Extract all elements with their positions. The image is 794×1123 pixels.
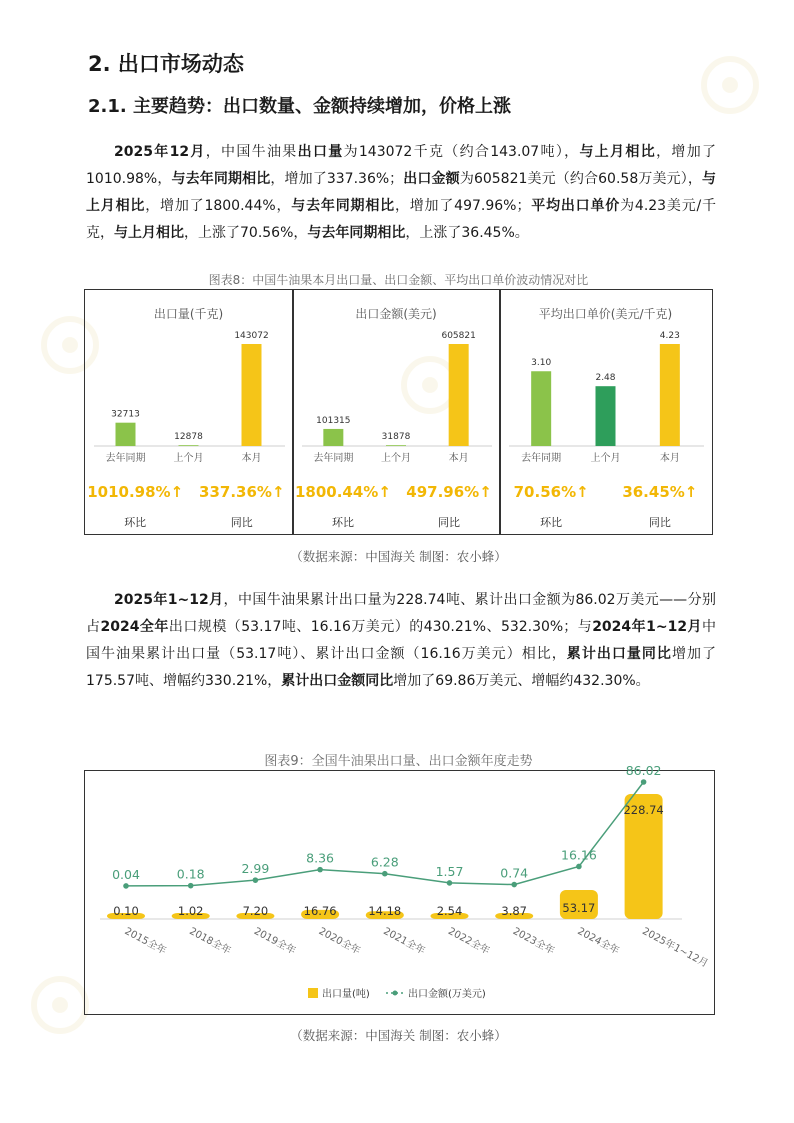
bar-value-label: 53.17 <box>562 900 596 915</box>
section-heading: 2. 出口市场动态 <box>88 52 244 76</box>
change-percent: 70.56%↑ <box>513 483 589 501</box>
bold-phrase: 出口金额 <box>403 171 460 187</box>
text-run: ，增加了337.36%； <box>270 171 404 187</box>
bar-value-label: 143072 <box>234 331 269 341</box>
category-label: 上个月 <box>173 453 204 464</box>
legend-label: 出口量(吨) <box>322 989 370 1000</box>
text-run: 增加了69.86万美元、增幅约432.30%。 <box>393 673 650 689</box>
text-run: ，增加了1010.98%， <box>86 144 717 187</box>
bar-value-label: 3.87 <box>501 904 528 918</box>
bold-phrase: 2025年1~12月 <box>114 592 224 608</box>
text-run: ，上涨了36.45%。 <box>405 225 529 241</box>
chart-export-volume <box>86 291 291 533</box>
category-label: 2024全年 <box>575 925 621 957</box>
text-run: ，中国牛油果累计出口量为228.74吨、累计出口金额为86.02万美元——分别占 <box>86 592 716 635</box>
bold-phrase: 2024全年 <box>100 619 169 635</box>
category-label: 上个月 <box>590 453 621 464</box>
change-label: 同比 <box>230 516 253 529</box>
bar-value-label: 3.10 <box>531 358 552 369</box>
subsection-heading: 2.1. 主要趋势：出口数量、金额持续增加，价格上涨 <box>88 96 511 117</box>
category-label: 本月 <box>448 453 469 464</box>
change-percent: 36.45%↑ <box>622 483 698 501</box>
category-label: 2025年1~12月 <box>640 925 710 970</box>
bar <box>531 371 551 446</box>
bold-phrase: 与上月相比 <box>114 225 184 241</box>
bar-value-label: 0.10 <box>113 904 139 918</box>
legend-swatch-point <box>393 991 398 996</box>
chart-export-value <box>294 291 498 533</box>
category-label: 2022全年 <box>446 925 492 957</box>
bold-phrase: 2024年1~12月 <box>592 619 703 635</box>
bar-value-label: 605821 <box>441 331 476 341</box>
category-label: 2020全年 <box>316 925 362 957</box>
line-value-label: 8.36 <box>306 850 335 866</box>
legend-swatch-bars <box>308 988 318 998</box>
bar-value-label: 1.02 <box>177 904 204 918</box>
line-value-label: 16.16 <box>561 847 597 863</box>
bar-value-label: 14.18 <box>368 904 402 918</box>
category-label: 2019全年 <box>251 925 298 957</box>
category-label: 2021全年 <box>381 925 427 957</box>
text-run: ，中国牛油果 <box>205 144 298 160</box>
line-value-label: 2.99 <box>241 861 270 877</box>
text-run: 中国牛油果累计出口量（53.17吨）、累计出口金额（16.16万美元）相比， <box>86 619 717 662</box>
category-label: 本月 <box>659 453 680 464</box>
line-point <box>576 864 582 870</box>
bar <box>179 445 199 446</box>
line-point <box>382 871 388 877</box>
change-percent: 1010.98%↑ <box>87 483 184 501</box>
bar-value-label: 32713 <box>111 409 140 420</box>
bold-phrase: 与上月相比 <box>579 144 657 160</box>
line-point <box>253 877 259 883</box>
change-percent: 497.96%↑ <box>406 483 492 501</box>
bar-value-label: 31878 <box>381 432 411 443</box>
bold-phrase: 累计出口金额同比 <box>281 673 394 689</box>
bold-phrase: 与去年同期相比 <box>171 171 271 187</box>
text-run: ，增加了497.96%； <box>394 198 531 214</box>
text-run: 出口规模（53.17吨、16.16万美元）的430.21%、532.30%；与 <box>168 619 593 635</box>
change-label: 环比 <box>124 516 147 529</box>
line-point <box>641 779 647 785</box>
figure8-source: （数据来源：中国海关 制图：农小蜂） <box>290 549 507 564</box>
category-label: 去年同期 <box>105 453 146 464</box>
bar-value-label: 16.76 <box>303 904 337 918</box>
bar <box>449 344 469 446</box>
figure9-source: （数据来源：中国海关 制图：农小蜂） <box>290 1028 507 1043</box>
bar-value-label: 7.20 <box>242 904 269 918</box>
chart-unit-price <box>501 291 710 533</box>
text-run: 增加了175.57吨、增幅约330.21%， <box>86 646 716 689</box>
category-label: 去年同期 <box>521 453 562 464</box>
bar-value-label: 2.54 <box>436 904 463 918</box>
chart-annual-trend <box>86 763 712 1012</box>
line-point <box>511 882 517 888</box>
text-run: ，增加了1800.44%， <box>145 198 292 214</box>
line-value-label: 1.57 <box>435 863 464 879</box>
bar-value-label: 12878 <box>174 432 203 443</box>
line-value-label: 0.04 <box>112 866 140 882</box>
bold-phrase: 累计出口量同比 <box>566 646 672 662</box>
category-label: 2018全年 <box>187 925 233 957</box>
line-point <box>447 880 453 886</box>
line-value-label: 0.18 <box>176 866 205 882</box>
category-label: 上个月 <box>381 453 411 464</box>
panel-title: 平均出口单价(美元/千克) <box>538 307 673 321</box>
legend-label: 出口金额(万美元) <box>408 989 486 1000</box>
bar <box>386 445 406 446</box>
category-label: 去年同期 <box>313 453 354 464</box>
category-label: 2015全年 <box>122 925 168 957</box>
bar <box>660 344 680 446</box>
bold-phrase: 出口量 <box>297 144 344 160</box>
line-point <box>123 883 129 889</box>
bar-value-label: 228.74 <box>623 803 664 817</box>
figure9-caption: 图表9：全国牛油果出口量、出口金额年度走势 <box>264 754 533 769</box>
watermark-logo <box>700 40 790 134</box>
bar-value-label: 101315 <box>316 415 351 426</box>
paragraph-annual <box>86 587 716 695</box>
panel-title: 出口金额(美元) <box>355 307 437 321</box>
text-run: 为143072千克（约合143.07吨）， <box>343 144 580 160</box>
bar-value-label: 4.23 <box>659 331 680 341</box>
line-point <box>317 867 323 873</box>
change-percent: 337.36%↑ <box>199 483 285 501</box>
line-value-label: 6.28 <box>370 854 399 870</box>
category-label: 本月 <box>241 453 262 464</box>
change-label: 环比 <box>331 516 354 529</box>
bold-phrase: 与上月相比 <box>86 171 716 214</box>
bold-phrase: 与去年同期相比 <box>291 198 395 214</box>
bar <box>242 344 262 446</box>
bold-phrase: 2025年12月 <box>114 144 206 160</box>
bold-phrase: 平均出口单价 <box>530 198 621 214</box>
line-point <box>188 883 194 889</box>
bar-value-label: 2.48 <box>595 373 616 384</box>
category-label: 2023全年 <box>510 925 557 957</box>
change-percent: 1800.44%↑ <box>294 483 391 501</box>
change-label: 同比 <box>438 516 461 529</box>
change-label: 同比 <box>648 516 671 529</box>
panel-title: 出口量(千克) <box>153 307 224 321</box>
paragraph-monthly <box>86 139 716 247</box>
line-value-label: 0.74 <box>500 865 529 881</box>
bold-phrase: 与去年同期相比 <box>307 225 406 241</box>
change-label: 环比 <box>540 516 563 529</box>
line-value-label: 86.02 <box>625 763 662 778</box>
text-run: ，上涨了70.56%， <box>184 225 308 241</box>
text-run: 为605821美元（约合60.58万美元）， <box>459 171 702 187</box>
text-run: 为4.23美元/千克， <box>86 198 717 241</box>
bar <box>323 429 343 446</box>
bar <box>116 423 136 446</box>
bar <box>596 386 616 446</box>
figure8-caption: 图表8：中国牛油果本月出口量、出口金额、平均出口单价波动情况对比 <box>208 273 589 287</box>
